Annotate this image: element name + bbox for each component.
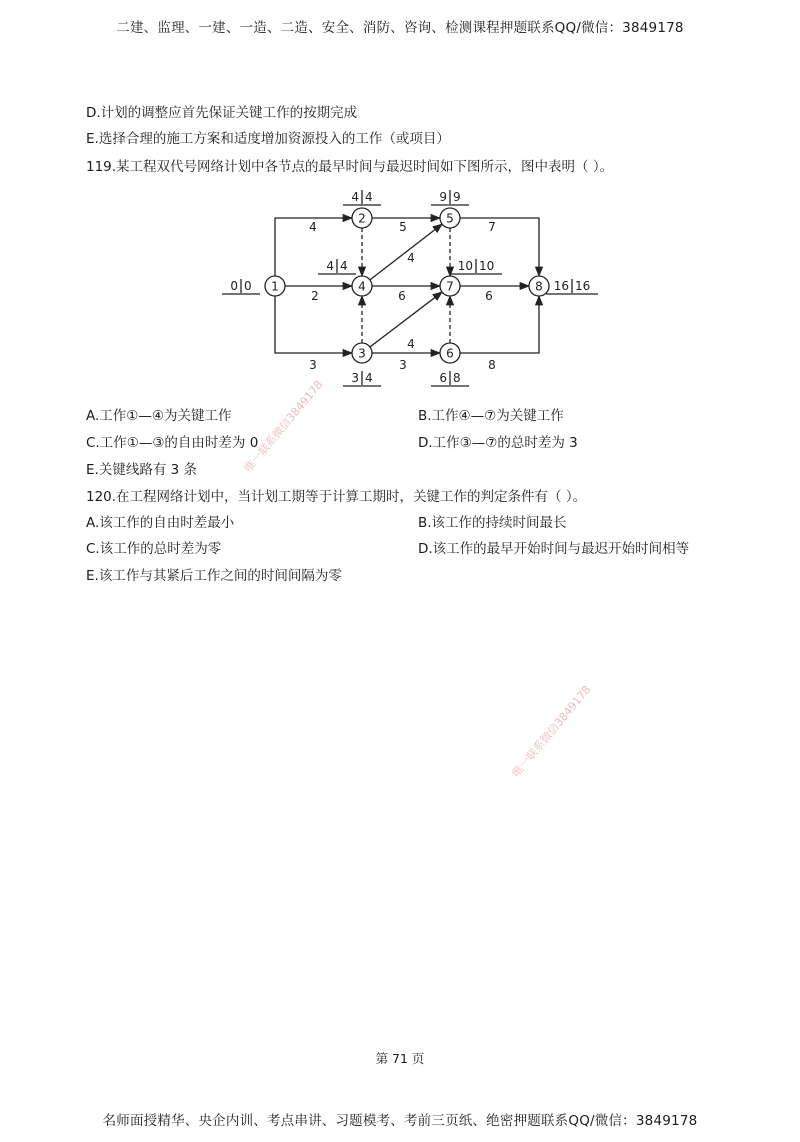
activity-duration-3-6: 3 [399,358,407,372]
watermark-1: 唯一联系微信3849178 [241,378,326,475]
footer-banner: 名师面授精华、央企内训、考点串讲、习题模考、考前三页纸、绝密押题联系QQ/微信：3849178 [102,1113,698,1129]
node-earliest-time-4: 4 [326,259,334,273]
node-number-4: 4 [358,279,366,294]
q120-option-a: A.该工作的自由时差最小 [86,515,235,531]
node-number-3: 3 [358,346,366,361]
node-earliest-time-2: 4 [351,190,359,204]
node-latest-time-1: 0 [244,279,252,293]
node-latest-time-3: 4 [365,371,373,385]
node-earliest-time-5: 9 [439,190,447,204]
node-earliest-time-3: 3 [351,371,359,385]
q119-option-a: A.工作①—④为关键工作 [86,408,232,424]
activity-duration-6-8: 8 [488,358,496,372]
page-number: 第 71 页 [375,1051,425,1066]
node-latest-time-6: 8 [453,371,461,385]
activity-duration-1-4: 2 [311,289,319,303]
activity-arrow-6-8 [460,296,539,353]
node-number-2: 2 [358,211,366,226]
activity-duration-2-5: 5 [399,220,407,234]
q119-option-c: C.工作①—③的自由时差为 0 [86,435,259,451]
node-latest-time-5: 9 [453,190,461,204]
activity-arrow-1-3 [275,296,352,353]
network-diagram [0,180,800,390]
q120-option-c: C.该工作的总时差为零 [86,541,222,557]
q119-option-e: E.关键线路有 3 条 [86,462,197,478]
node-number-7: 7 [446,279,454,294]
q119-option-d: D.工作③—⑦的总时差为 3 [418,435,578,451]
node-number-5: 5 [446,211,454,226]
q119-option-b: B.工作④—⑦为关键工作 [418,408,564,424]
header-banner: 二建、监理、一建、一造、二造、安全、消防、咨询、检测课程押题联系QQ/微信：3849178 [116,20,684,36]
q120-stem: 120.在工程网络计划中，当计划工期等于计算工期时，关键工作的判定条件有（ ）。 [86,489,587,505]
activity-arrow-3-7 [370,292,442,347]
node-earliest-time-8: 16 [553,279,569,293]
activity-duration-1-3: 3 [309,358,317,372]
node-earliest-time-6: 6 [439,371,447,385]
activity-duration-1-2: 4 [309,220,317,234]
node-number-6: 6 [446,346,454,361]
activity-duration-7-8: 6 [485,289,493,303]
node-earliest-time-7: 10 [457,259,473,273]
node-latest-time-2: 4 [365,190,373,204]
activity-duration-4-5: 4 [407,251,415,265]
node-latest-time-7: 10 [479,259,495,273]
node-number-1: 1 [271,279,279,294]
activity-duration-4-7: 6 [398,289,406,303]
prev-option-d: D.计划的调整应首先保证关键工作的按期完成 [86,105,358,121]
q120-option-e: E.该工作与其紧后工作之间的时间间隔为零 [86,568,342,584]
activity-duration-3-7: 4 [407,337,415,351]
node-number-8: 8 [535,279,543,294]
node-latest-time-8: 16 [575,279,591,293]
q120-option-d: D.该工作的最早开始时间与最迟开始时间相等 [418,541,690,557]
activity-duration-5-8: 7 [488,220,496,234]
watermark-2: 唯一联系微信3849178 [509,683,594,780]
q119-stem: 119.某工程双代号网络计划中各节点的最早时间与最迟时间如下图所示，图中表明（ ）。 [86,159,614,175]
node-latest-time-4: 4 [340,259,348,273]
prev-option-e: E.选择合理的施工方案和适度增加资源投入的工作（或项目） [86,131,450,147]
q120-option-b: B.该工作的持续时间最长 [418,515,567,531]
node-earliest-time-1: 0 [230,279,238,293]
